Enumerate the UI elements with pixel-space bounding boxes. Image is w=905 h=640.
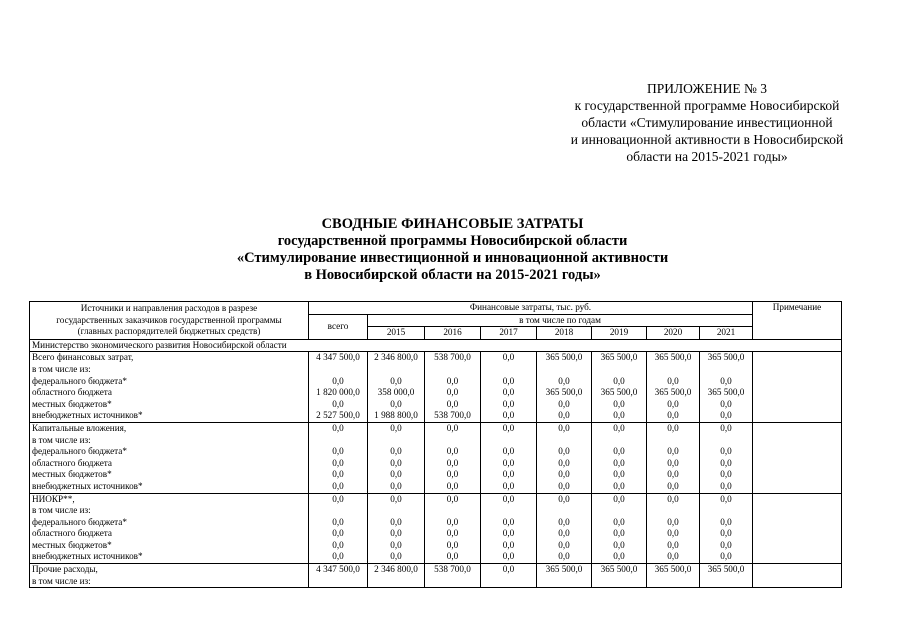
value-cell: 0,0 [592,517,647,529]
title-line: СВОДНЫЕ ФИНАНСОВЫЕ ЗАТРАТЫ [321,216,584,232]
value-cell: 0,0 [368,422,425,434]
value-cell: 0,0 [700,410,753,422]
value-cell [481,576,537,588]
appendix-line: ПРИЛОЖЕНИЕ № 3 [646,81,768,96]
row-label: в том числе из: [30,435,309,447]
value-cell: 0,0 [647,469,700,481]
value-cell: 0,0 [481,376,537,388]
note-cell [753,446,842,458]
value-cell: 1 820 000,0 [309,387,368,399]
note-cell [753,493,842,505]
note-cell [753,410,842,422]
note-cell [753,387,842,399]
value-cell: 0,0 [309,481,368,493]
value-cell: 0,0 [368,528,425,540]
source-header-line: Источники и направления расходов в разрезе [80,303,258,313]
value-cell: 0,0 [592,410,647,422]
value-cell: 0,0 [647,458,700,470]
row-label: внебюджетных источников* [30,481,309,493]
value-cell: 0,0 [700,481,753,493]
value-cell: 365 500,0 [537,564,592,576]
value-cell: 0,0 [700,469,753,481]
note-cell [753,540,842,552]
row-label: Капитальные вложения, [30,422,309,434]
value-cell [309,576,368,588]
table-row [30,517,842,529]
value-cell: 0,0 [537,422,592,434]
table-row [30,352,842,364]
value-cell: 0,0 [425,540,481,552]
table-row [30,493,842,505]
value-cell: 0,0 [368,540,425,552]
row-label: в том числе из: [30,576,309,588]
by-years-header: в том числе по годам [368,314,753,327]
year-header: 2016 [425,327,481,340]
value-cell: 0,0 [647,528,700,540]
value-cell: 0,0 [309,528,368,540]
value-cell: 0,0 [647,551,700,563]
value-cell: 0,0 [647,481,700,493]
value-cell: 0,0 [481,528,537,540]
value-cell [647,505,700,517]
note-cell [753,528,842,540]
value-cell: 0,0 [700,517,753,529]
table-row [30,528,842,540]
table-row [30,364,842,376]
table-row [30,576,842,588]
row-label: внебюджетных источников* [30,551,309,563]
row-label: областного бюджета [30,458,309,470]
value-cell: 0,0 [425,458,481,470]
appendix-line: области «Стимулирование инвестиционной [581,115,833,130]
value-cell: 0,0 [592,422,647,434]
value-cell: 0,0 [368,399,425,411]
note-cell [753,458,842,470]
total-header: всего [309,314,368,339]
value-cell: 365 500,0 [647,387,700,399]
value-cell [700,505,753,517]
value-cell: 0,0 [309,493,368,505]
value-cell [592,505,647,517]
table-row [30,481,842,493]
row-label: в том числе из: [30,364,309,376]
value-cell: 365 500,0 [700,564,753,576]
value-cell: 0,0 [700,458,753,470]
value-cell: 0,0 [481,551,537,563]
value-cell: 0,0 [368,469,425,481]
value-cell: 0,0 [425,387,481,399]
value-cell [537,505,592,517]
value-cell: 0,0 [537,410,592,422]
value-cell: 0,0 [481,481,537,493]
value-cell [592,364,647,376]
year-header: 2015 [368,327,425,340]
value-cell: 0,0 [481,410,537,422]
value-cell: 0,0 [537,458,592,470]
value-cell: 538 700,0 [425,410,481,422]
value-cell [537,364,592,376]
table-row [30,399,842,411]
value-cell: 0,0 [700,422,753,434]
note-cell [753,422,842,434]
value-cell: 0,0 [309,399,368,411]
value-cell: 0,0 [425,551,481,563]
value-cell: 0,0 [700,493,753,505]
value-cell: 0,0 [368,376,425,388]
value-cell: 0,0 [309,446,368,458]
value-cell: 365 500,0 [647,564,700,576]
value-cell [425,576,481,588]
value-cell: 365 500,0 [647,352,700,364]
value-cell: 0,0 [309,458,368,470]
value-cell [425,435,481,447]
table-row [30,376,842,388]
value-cell: 0,0 [700,399,753,411]
value-cell: 0,0 [309,540,368,552]
year-header: 2018 [537,327,592,340]
value-cell: 0,0 [309,517,368,529]
value-cell: 0,0 [425,481,481,493]
value-cell [592,576,647,588]
table-row [30,564,842,576]
value-cell: 0,0 [537,551,592,563]
ministry-row: Министерство экономического развития Новосибирской области [30,339,842,352]
value-cell: 4 347 500,0 [309,564,368,576]
value-cell: 0,0 [537,469,592,481]
value-cell: 0,0 [425,493,481,505]
value-cell: 0,0 [537,376,592,388]
value-cell: 2 346 800,0 [368,352,425,364]
value-cell: 0,0 [537,446,592,458]
value-cell: 0,0 [647,376,700,388]
value-cell: 365 500,0 [537,387,592,399]
source-header-line: (главных распорядителей бюджетных средств) [77,326,261,337]
value-cell: 0,0 [481,352,537,364]
year-header: 2017 [481,327,537,340]
table-row [30,469,842,481]
title-line: государственной программы Новосибирской области [277,233,628,249]
year-header: 2019 [592,327,647,340]
note-cell [753,517,842,529]
value-cell: 0,0 [592,481,647,493]
value-cell: 538 700,0 [425,564,481,576]
value-cell: 358 000,0 [368,387,425,399]
table-row [30,446,842,458]
value-cell [537,576,592,588]
value-cell: 538 700,0 [425,352,481,364]
value-cell [481,505,537,517]
value-cell: 0,0 [647,399,700,411]
value-cell [309,364,368,376]
value-cell: 0,0 [592,469,647,481]
value-cell: 0,0 [425,399,481,411]
value-cell [368,364,425,376]
value-cell: 0,0 [368,551,425,563]
table-row [30,410,842,422]
value-cell: 0,0 [537,399,592,411]
table-row [30,540,842,552]
note-cell [753,551,842,563]
appendix-line: области на 2015-2021 годы» [626,149,788,164]
value-cell: 0,0 [592,376,647,388]
note-cell [753,576,842,588]
note-cell [753,564,842,576]
value-cell [368,505,425,517]
value-cell: 365 500,0 [592,387,647,399]
source-header-line: государственных заказчиков государственной программы [56,314,282,325]
value-cell: 0,0 [481,422,537,434]
value-cell: 0,0 [425,528,481,540]
title-line: в Новосибирской области на 2015-2021 годы» [304,267,601,283]
table-row [30,551,842,563]
value-cell: 0,0 [537,540,592,552]
value-cell [700,576,753,588]
row-label: областного бюджета [30,387,309,399]
row-label: Всего финансовых затрат, [30,352,309,364]
value-cell: 0,0 [700,376,753,388]
value-cell: 0,0 [700,540,753,552]
value-cell [700,435,753,447]
value-cell: 0,0 [368,446,425,458]
value-cell: 0,0 [481,493,537,505]
row-label: НИОКР**, [30,493,309,505]
value-cell: 0,0 [368,458,425,470]
value-cell: 0,0 [309,551,368,563]
value-cell: 0,0 [592,493,647,505]
source-column-header [30,302,309,340]
value-cell: 0,0 [481,564,537,576]
value-cell: 365 500,0 [592,564,647,576]
value-cell: 0,0 [425,469,481,481]
row-label: местных бюджетов* [30,540,309,552]
value-cell: 365 500,0 [700,352,753,364]
financial-costs-table [29,301,842,588]
note-cell [753,364,842,376]
value-cell: 0,0 [592,399,647,411]
table-row [30,505,842,517]
value-cell: 0,0 [647,540,700,552]
value-cell: 0,0 [537,481,592,493]
value-cell [368,435,425,447]
value-cell [592,435,647,447]
value-cell: 4 347 500,0 [309,352,368,364]
value-cell [481,435,537,447]
value-cell [309,505,368,517]
value-cell: 0,0 [592,446,647,458]
value-cell [647,435,700,447]
value-cell: 0,0 [309,376,368,388]
appendix-block [547,80,867,165]
costs-header: Финансовые затраты, тыс. руб. [309,302,753,315]
value-cell: 0,0 [425,422,481,434]
value-cell: 0,0 [481,446,537,458]
value-cell: 0,0 [425,376,481,388]
value-cell [309,435,368,447]
value-cell: 0,0 [481,540,537,552]
appendix-line: и инновационной активности в Новосибирской [570,132,844,147]
value-cell: 0,0 [425,517,481,529]
value-cell: 2 527 500,0 [309,410,368,422]
note-cell [753,469,842,481]
note-cell [753,505,842,517]
value-cell: 0,0 [425,446,481,458]
row-label: федерального бюджета* [30,517,309,529]
value-cell: 0,0 [700,551,753,563]
row-label: местных бюджетов* [30,399,309,411]
value-cell [647,576,700,588]
value-cell: 0,0 [368,493,425,505]
value-cell: 0,0 [368,481,425,493]
row-label: внебюджетных источников* [30,410,309,422]
value-cell: 0,0 [592,458,647,470]
value-cell [700,364,753,376]
value-cell [647,364,700,376]
value-cell: 0,0 [481,517,537,529]
value-cell [481,364,537,376]
note-cell [753,376,842,388]
value-cell: 0,0 [700,528,753,540]
value-cell: 0,0 [309,422,368,434]
value-cell: 0,0 [368,517,425,529]
value-cell: 0,0 [647,446,700,458]
value-cell: 0,0 [647,410,700,422]
value-cell: 0,0 [537,528,592,540]
value-cell [537,435,592,447]
note-header: Примечание [753,302,842,340]
table-row [30,458,842,470]
row-label: федерального бюджета* [30,376,309,388]
table-row [30,422,842,434]
value-cell: 0,0 [537,493,592,505]
year-header: 2021 [700,327,753,340]
table-row [30,435,842,447]
value-cell: 0,0 [481,387,537,399]
note-cell [753,352,842,364]
title-line: «Стимулирование инвестиционной и инновационной активности [236,250,669,266]
value-cell: 0,0 [309,469,368,481]
value-cell: 0,0 [700,446,753,458]
appendix-line: к государственной программе Новосибирской [574,98,840,113]
value-cell: 0,0 [592,540,647,552]
row-label: областного бюджета [30,528,309,540]
value-cell [425,505,481,517]
document-title [0,216,905,284]
value-cell [368,576,425,588]
value-cell: 0,0 [481,458,537,470]
note-cell [753,399,842,411]
value-cell: 0,0 [481,469,537,481]
value-cell: 1 988 800,0 [368,410,425,422]
value-cell: 0,0 [647,422,700,434]
value-cell: 2 346 800,0 [368,564,425,576]
note-cell [753,481,842,493]
value-cell: 0,0 [592,551,647,563]
note-cell [753,435,842,447]
row-label: федерального бюджета* [30,446,309,458]
row-label: Прочие расходы, [30,564,309,576]
row-label: местных бюджетов* [30,469,309,481]
value-cell: 0,0 [592,528,647,540]
year-header: 2020 [647,327,700,340]
value-cell: 0,0 [537,517,592,529]
table-row [30,387,842,399]
value-cell: 0,0 [481,399,537,411]
value-cell: 365 500,0 [592,352,647,364]
value-cell: 0,0 [647,517,700,529]
row-label: в том числе из: [30,505,309,517]
value-cell: 365 500,0 [700,387,753,399]
value-cell [425,364,481,376]
value-cell: 365 500,0 [537,352,592,364]
value-cell: 0,0 [647,493,700,505]
